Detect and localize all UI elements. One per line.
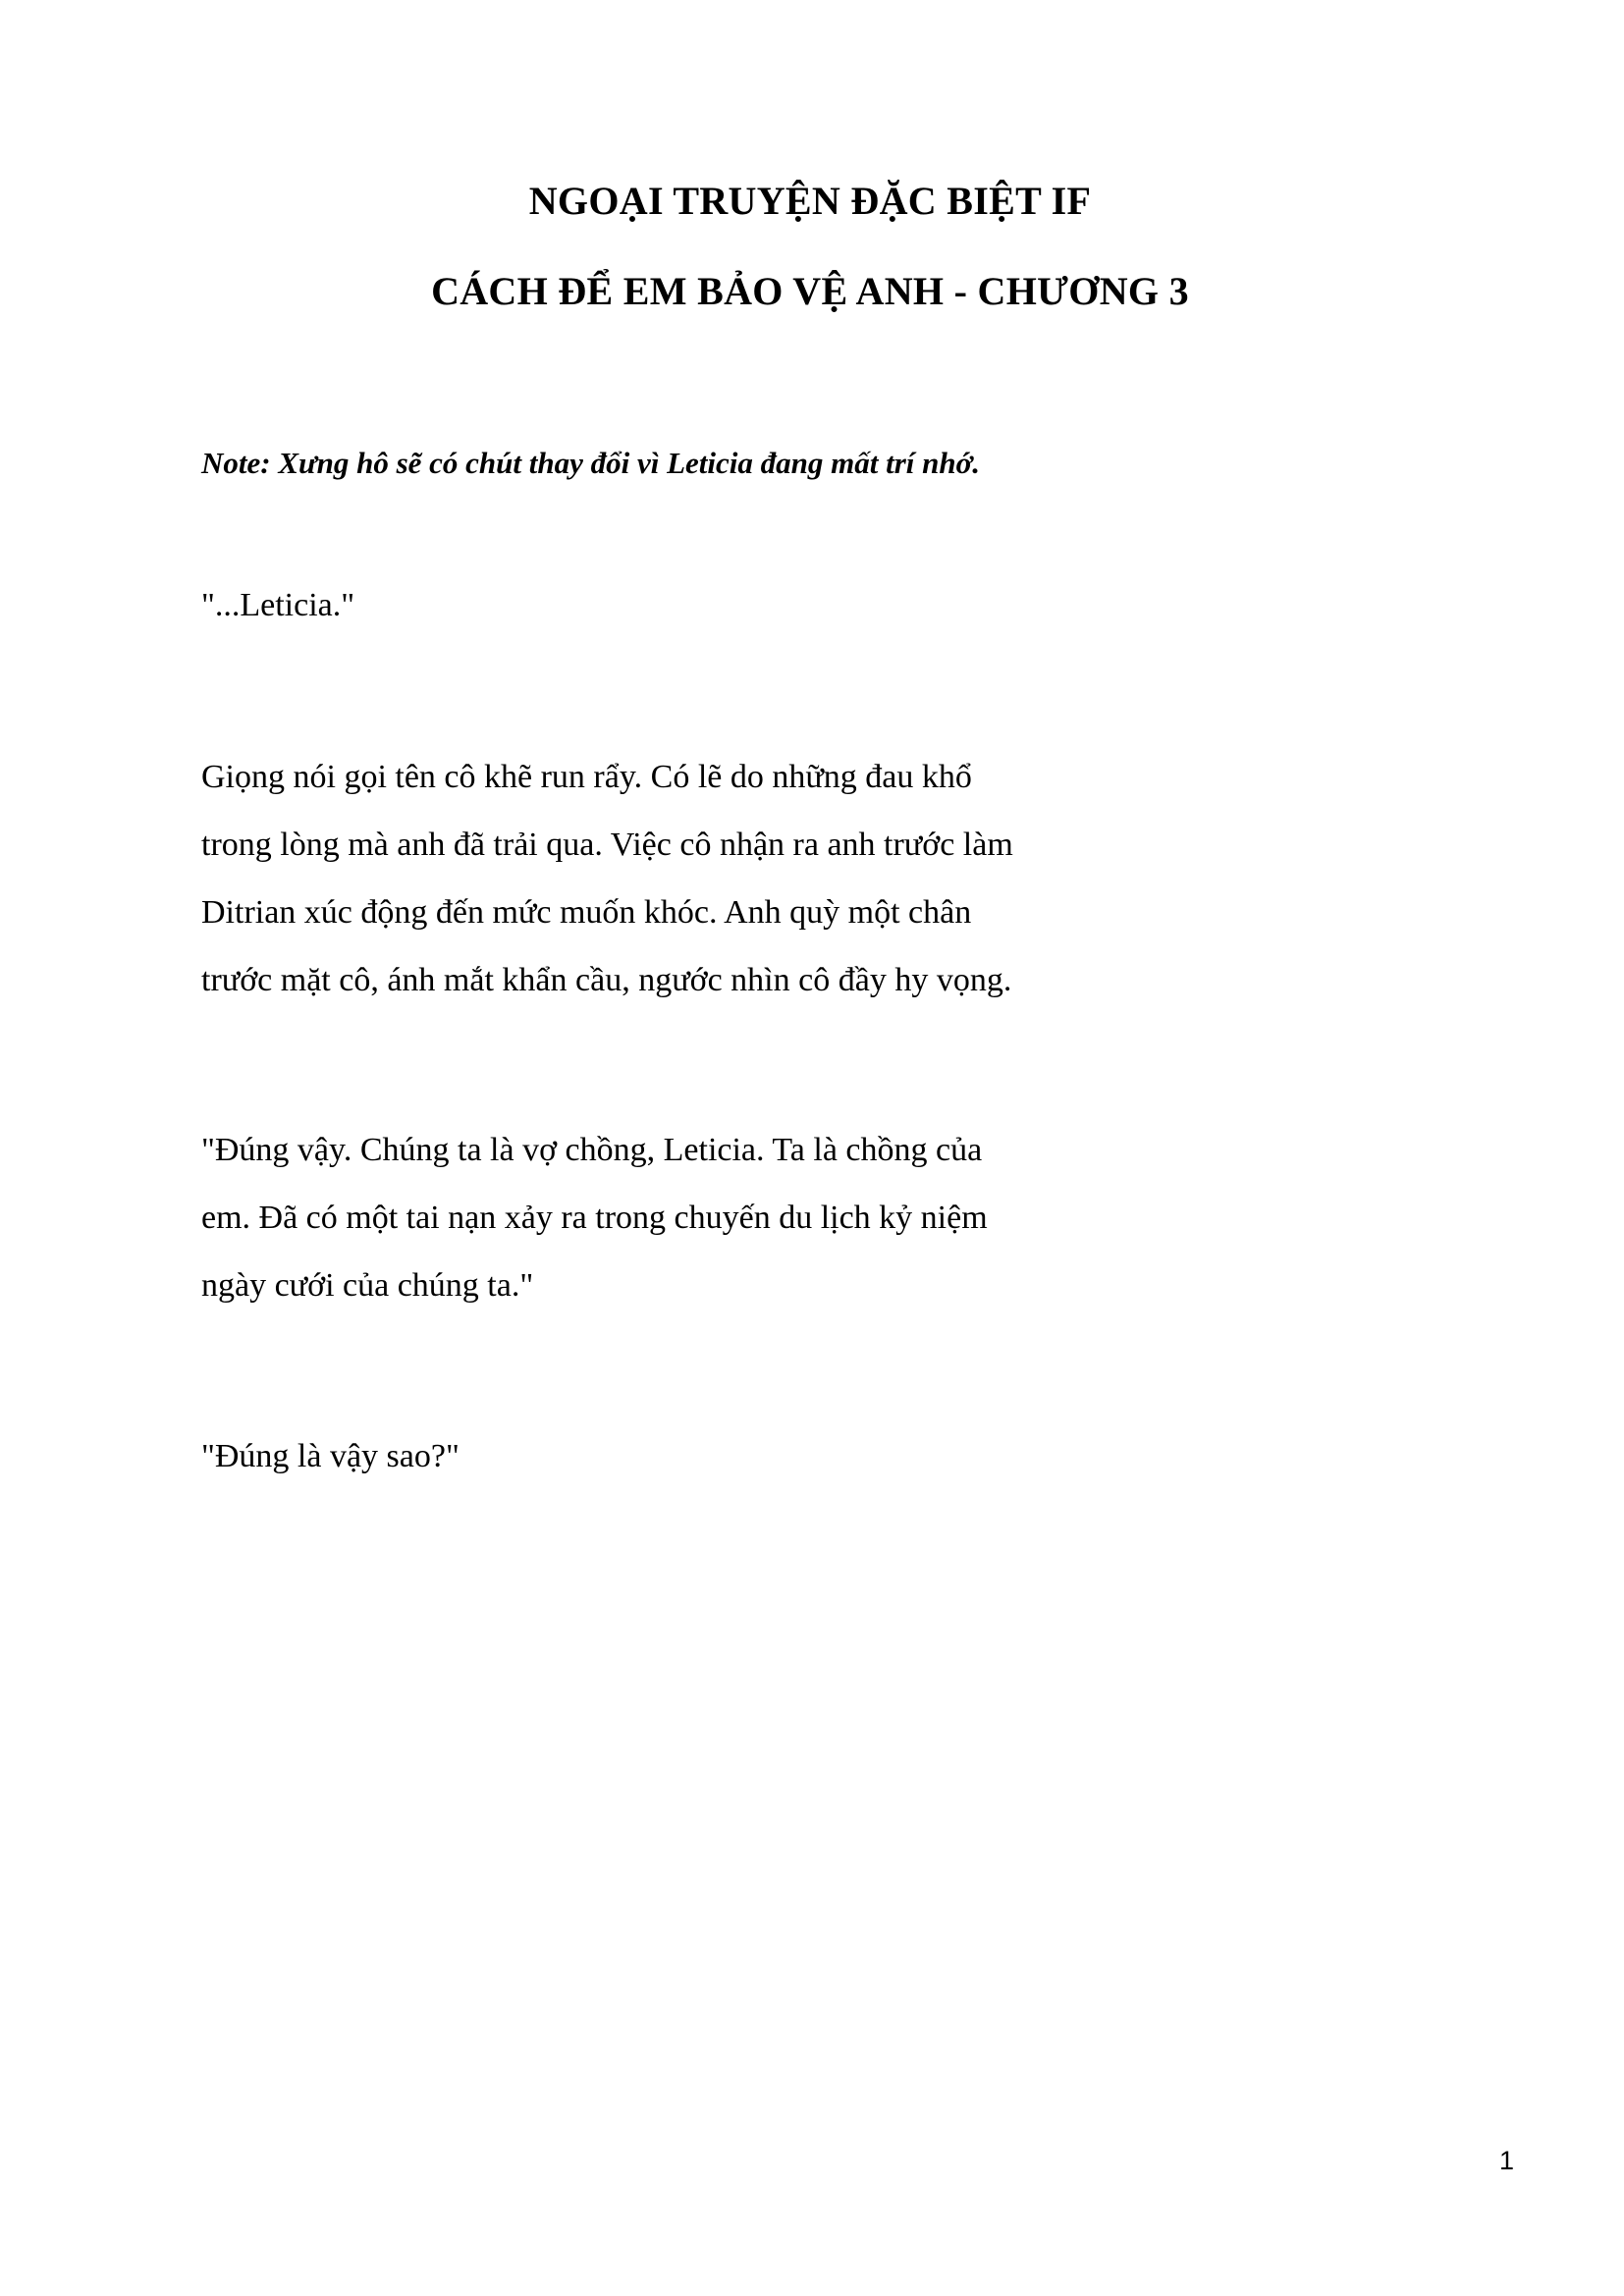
text-line: "Đúng là vậy sao?" — [201, 1438, 460, 1475]
page-content — [201, 0, 1419, 1490]
text-line: "Đúng vậy. Chúng ta là vợ chồng, Leticia. Ta là chồng của — [201, 1132, 983, 1169]
text-line: trong lòng mà anh đã trải qua. Việc cô nhận ra anh trước làm — [201, 827, 1013, 864]
paragraph-dialogue-2 — [201, 1116, 1419, 1319]
document-title-line-1: NGOẠI TRUYỆN ĐẶC BIỆT IF — [528, 179, 1092, 223]
text-line: "...Leticia." — [201, 587, 355, 624]
document-title-line-2: CÁCH ĐỂ EM BẢO VỆ ANH - CHƯƠNG 3 — [431, 269, 1189, 313]
text-line: trước mặt cô, ánh mắt khẩn cầu, ngước nhìn cô đầy hy vọng. — [201, 962, 1012, 999]
paragraph-body-1 — [201, 743, 1419, 1014]
author-note: Note: Xưng hô sẽ có chút thay đổi vì Leticia đang mất trí nhớ. — [201, 446, 981, 480]
text-line: Ditrian xúc động đến mức muốn khóc. Anh quỳ một chân — [201, 894, 972, 932]
paragraph-dialogue-1 — [201, 571, 1419, 639]
text-line: em. Đã có một tai nạn xảy ra trong chuyến du lịch kỷ niệm — [201, 1200, 988, 1237]
text-line: Giọng nói gọi tên cô khẽ run rẩy. Có lẽ do những đau khổ — [201, 759, 972, 796]
paragraph-dialogue-3 — [201, 1422, 1419, 1490]
page-number: 1 — [1498, 2146, 1514, 2175]
text-line: ngày cưới của chúng ta." — [201, 1267, 534, 1305]
